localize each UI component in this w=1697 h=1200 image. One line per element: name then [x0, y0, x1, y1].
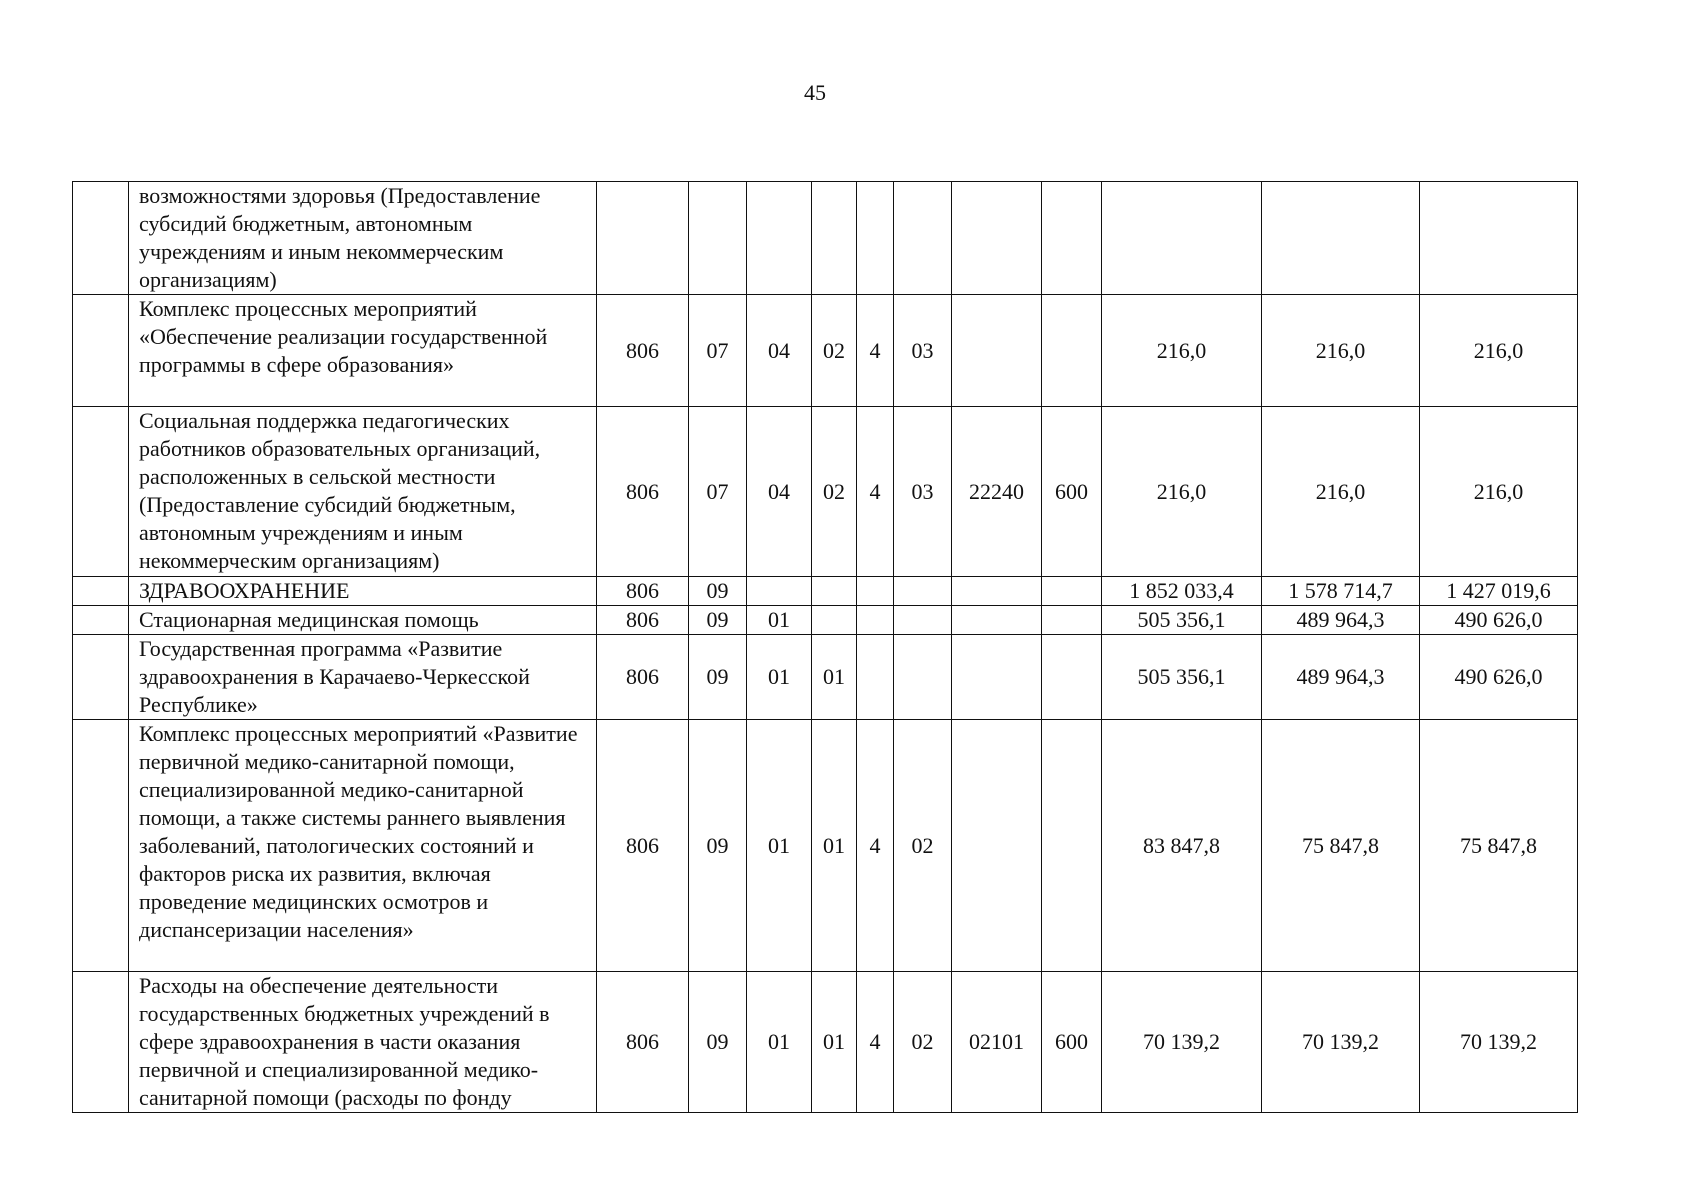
row-grbs-cell: 806 [597, 972, 689, 1113]
row-csr3-cell: 03 [894, 295, 952, 407]
row-amount-y1-cell: 505 356,1 [1102, 606, 1262, 635]
row-amount-y1-cell: 505 356,1 [1102, 635, 1262, 720]
row-csr1-cell [812, 606, 857, 635]
row-csr4-cell: 02101 [952, 972, 1042, 1113]
row-name-cell: ЗДРАВООХРАНЕНИЕ [129, 577, 597, 606]
row-pr-cell: 01 [747, 606, 812, 635]
row-amount-y2-cell: 1 578 714,7 [1262, 577, 1420, 606]
row-csr3-cell [894, 606, 952, 635]
row-csr3-cell: 02 [894, 720, 952, 972]
row-pr-cell: 04 [747, 295, 812, 407]
row-grbs-cell [597, 182, 689, 295]
table-row [73, 295, 1578, 407]
row-name-cell: Государственная программа «Развитие здравоохранения в Карачаево-Черкесской Республике» [129, 635, 597, 720]
row-grbs-cell: 806 [597, 606, 689, 635]
budget-table [72, 181, 1578, 1113]
row-csr2-cell [857, 606, 894, 635]
row-csr2-cell: 4 [857, 407, 894, 577]
row-rz-cell [689, 182, 747, 295]
row-csr1-cell: 02 [812, 407, 857, 577]
row-amount-y1-cell: 216,0 [1102, 407, 1262, 577]
row-grbs-cell: 806 [597, 295, 689, 407]
row-pr-cell [747, 577, 812, 606]
row-number-cell [73, 720, 129, 972]
row-csr2-cell: 4 [857, 720, 894, 972]
row-csr3-cell: 02 [894, 972, 952, 1113]
row-amount-y1-cell: 1 852 033,4 [1102, 577, 1262, 606]
row-vr-cell [1042, 295, 1102, 407]
row-number-cell [73, 606, 129, 635]
row-csr1-cell [812, 577, 857, 606]
table-row [73, 182, 1578, 295]
row-csr4-cell [952, 635, 1042, 720]
row-csr4-cell [952, 182, 1042, 295]
row-name-cell: Стационарная медицинская помощь [129, 606, 597, 635]
row-vr-cell [1042, 182, 1102, 295]
row-csr4-cell [952, 606, 1042, 635]
row-amount-y3-cell: 75 847,8 [1420, 720, 1578, 972]
table-row [73, 606, 1578, 635]
page-number: 45 [804, 80, 826, 105]
row-amount-y3-cell: 216,0 [1420, 295, 1578, 407]
row-vr-cell [1042, 635, 1102, 720]
row-number-cell [73, 295, 129, 407]
row-name-cell: Социальная поддержка педагогических работников образовательных организаций, расположенных в сельской местности (Предоставление субсидий бюджетным, автономным учреждениям и иным некоммерческим организациям) [129, 407, 597, 577]
row-amount-y3-cell: 490 626,0 [1420, 606, 1578, 635]
row-rz-cell: 07 [689, 295, 747, 407]
table-row [73, 635, 1578, 720]
row-rz-cell: 09 [689, 720, 747, 972]
row-pr-cell: 01 [747, 972, 812, 1113]
row-name-cell: возможностями здоровья (Предоставление субсидий бюджетным, автономным учреждениям и иным некоммерческим организациям) [129, 182, 597, 295]
row-amount-y1-cell: 70 139,2 [1102, 972, 1262, 1113]
row-csr4-cell: 22240 [952, 407, 1042, 577]
row-csr4-cell [952, 720, 1042, 972]
row-amount-y2-cell: 216,0 [1262, 407, 1420, 577]
row-amount-y3-cell: 70 139,2 [1420, 972, 1578, 1113]
row-amount-y2-cell: 489 964,3 [1262, 635, 1420, 720]
row-rz-cell: 07 [689, 407, 747, 577]
table-row [73, 720, 1578, 972]
row-amount-y2-cell: 70 139,2 [1262, 972, 1420, 1113]
row-number-cell [73, 972, 129, 1113]
row-name-cell: Комплекс процессных мероприятий «Обеспечение реализации государственной программы в сфере образования» [129, 295, 597, 407]
row-rz-cell: 09 [689, 972, 747, 1113]
row-amount-y3-cell: 490 626,0 [1420, 635, 1578, 720]
row-pr-cell: 01 [747, 720, 812, 972]
row-grbs-cell: 806 [597, 577, 689, 606]
row-csr4-cell [952, 577, 1042, 606]
row-name-cell: Комплекс процессных мероприятий «Развитие первичной медико-санитарной помощи, специализированной медико-санитарной помощи, а также системы раннего выявления заболеваний, патологических состояний и факторов риска их развития, включая проведение медицинских осмотров и диспансеризации населения» [129, 720, 597, 972]
row-grbs-cell: 806 [597, 407, 689, 577]
row-rz-cell: 09 [689, 606, 747, 635]
row-grbs-cell: 806 [597, 635, 689, 720]
row-csr4-cell [952, 295, 1042, 407]
row-amount-y3-cell: 1 427 019,6 [1420, 577, 1578, 606]
row-csr2-cell: 4 [857, 295, 894, 407]
row-vr-cell [1042, 606, 1102, 635]
row-number-cell [73, 407, 129, 577]
row-amount-y2-cell [1262, 182, 1420, 295]
row-name-cell: Расходы на обеспечение деятельности государственных бюджетных учреждений в сфере здравоохранения в части оказания первичной и специализированной медико-санитарной помощи (расходы по фонду [129, 972, 597, 1113]
row-csr1-cell: 01 [812, 972, 857, 1113]
row-rz-cell: 09 [689, 577, 747, 606]
row-pr-cell: 01 [747, 635, 812, 720]
row-csr1-cell [812, 182, 857, 295]
row-pr-cell: 04 [747, 407, 812, 577]
row-number-cell [73, 182, 129, 295]
row-amount-y1-cell: 216,0 [1102, 295, 1262, 407]
row-csr2-cell [857, 577, 894, 606]
row-csr1-cell: 01 [812, 720, 857, 972]
row-csr3-cell: 03 [894, 407, 952, 577]
row-csr3-cell [894, 182, 952, 295]
row-csr1-cell: 01 [812, 635, 857, 720]
row-csr2-cell: 4 [857, 972, 894, 1113]
row-amount-y2-cell: 489 964,3 [1262, 606, 1420, 635]
table-row [73, 577, 1578, 606]
row-amount-y1-cell: 83 847,8 [1102, 720, 1262, 972]
row-vr-cell [1042, 720, 1102, 972]
row-number-cell [73, 635, 129, 720]
row-csr3-cell [894, 577, 952, 606]
row-vr-cell: 600 [1042, 972, 1102, 1113]
row-csr2-cell [857, 635, 894, 720]
row-amount-y3-cell [1420, 182, 1578, 295]
row-pr-cell [747, 182, 812, 295]
row-rz-cell: 09 [689, 635, 747, 720]
table-row [73, 407, 1578, 577]
row-amount-y1-cell [1102, 182, 1262, 295]
row-amount-y3-cell: 216,0 [1420, 407, 1578, 577]
row-vr-cell [1042, 577, 1102, 606]
row-number-cell [73, 577, 129, 606]
row-amount-y2-cell: 75 847,8 [1262, 720, 1420, 972]
table-row [73, 972, 1578, 1113]
row-vr-cell: 600 [1042, 407, 1102, 577]
row-csr2-cell [857, 182, 894, 295]
row-grbs-cell: 806 [597, 720, 689, 972]
row-csr1-cell: 02 [812, 295, 857, 407]
row-amount-y2-cell: 216,0 [1262, 295, 1420, 407]
row-csr3-cell [894, 635, 952, 720]
